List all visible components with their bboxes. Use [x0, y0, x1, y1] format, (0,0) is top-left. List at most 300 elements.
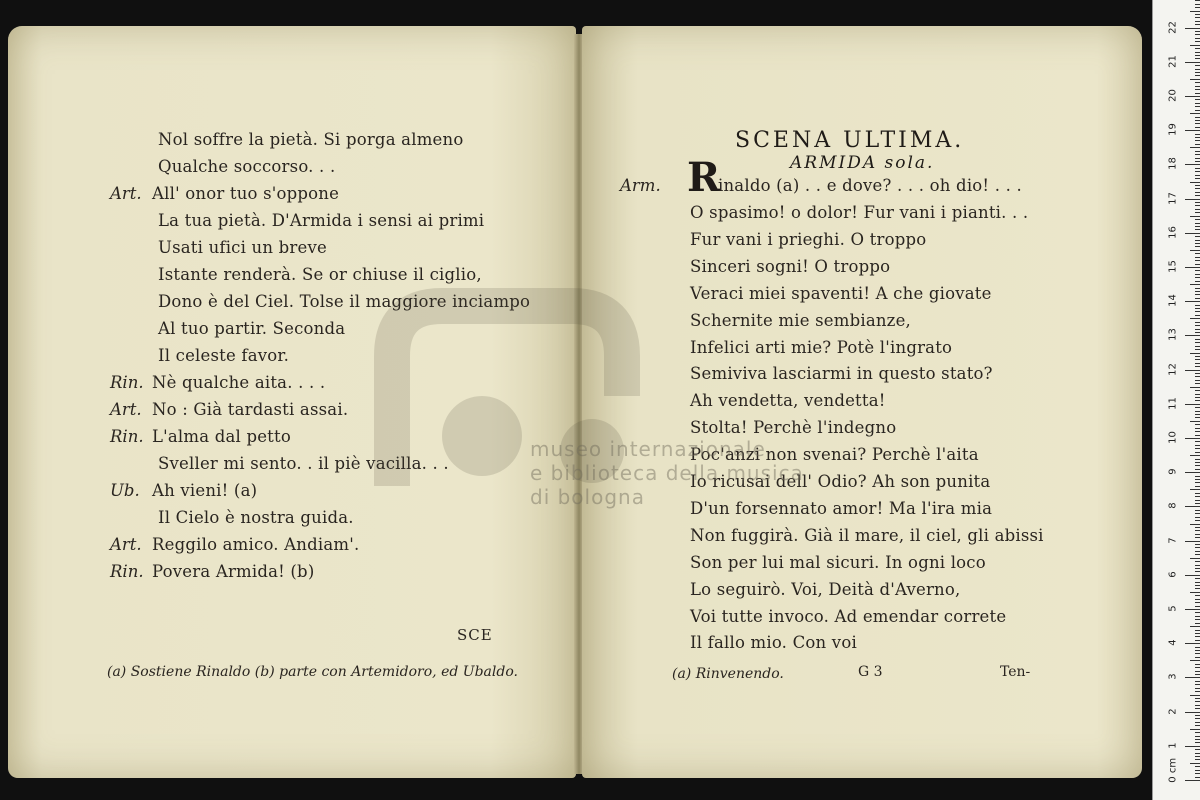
ruler-tick: [1195, 568, 1200, 569]
ruler-tick: [1195, 212, 1200, 213]
ruler-tick: [1195, 647, 1200, 648]
ruler-label: 13: [1167, 328, 1179, 342]
scene-subheading: ARMIDA sola.: [790, 153, 935, 173]
ruler-tick: [1195, 243, 1200, 244]
ruler-tick: [1195, 359, 1200, 360]
ruler-tick: [1185, 780, 1200, 781]
verse-line: Il Cielo è nostra guida.: [158, 508, 354, 527]
ruler-tick: [1195, 24, 1200, 25]
ruler-tick: [1195, 448, 1200, 449]
ruler-tick: [1195, 530, 1200, 531]
ruler-tick: [1195, 753, 1200, 754]
watermark-line-3: di bologna: [530, 485, 645, 509]
measurement-ruler: [1152, 0, 1200, 800]
verse-line: D'un forsennato amor! Ma l'ira mia: [690, 498, 993, 518]
ruler-tick: [1195, 445, 1200, 446]
ruler-tick: [1195, 65, 1200, 66]
ruler-tick: [1190, 592, 1200, 593]
ruler-tick: [1195, 766, 1200, 767]
ruler-tick: [1195, 582, 1200, 583]
ruler-tick: [1195, 616, 1200, 617]
ruler-tick: [1190, 421, 1200, 422]
verse-line: Ah vendetta, vendetta!: [690, 391, 886, 411]
ruler-tick: [1195, 684, 1200, 685]
ruler-tick: [1195, 588, 1200, 589]
ruler-tick: [1195, 544, 1200, 545]
ruler-tick: [1195, 219, 1200, 220]
ruler-tick: [1195, 69, 1200, 70]
ruler-tick: [1190, 79, 1200, 80]
verse-line: Ah vieni! (a): [152, 481, 258, 500]
ruler-tick: [1195, 110, 1200, 111]
ruler-tick: [1195, 476, 1200, 477]
ruler-tick: [1195, 185, 1200, 186]
ruler-tick: [1190, 695, 1200, 696]
ruler-tick: [1195, 117, 1200, 118]
ruler-tick: [1195, 397, 1200, 398]
speaker-label: Art.: [110, 184, 142, 203]
ruler-tick: [1195, 236, 1200, 237]
verse-line: Sinceri sogni! O troppo: [690, 256, 891, 276]
ruler-label: 10: [1167, 431, 1179, 444]
ruler-tick: [1195, 537, 1200, 538]
ruler-tick: [1195, 739, 1200, 740]
ruler-tick: [1195, 38, 1200, 39]
verse-line: Reggilo amico. Andiam'.: [152, 535, 360, 554]
verse-line: Il fallo mio. Con voi: [690, 633, 857, 653]
ruler-tick: [1185, 62, 1200, 63]
ruler-tick: [1195, 718, 1200, 719]
verse-line: La tua pietà. D'Armida i sensi ai primi: [158, 211, 485, 230]
ruler-tick: [1185, 404, 1200, 405]
ruler-tick: [1185, 541, 1200, 542]
ruler-tick: [1195, 664, 1200, 665]
ruler-tick: [1185, 233, 1200, 234]
ruler-tick: [1195, 479, 1200, 480]
ruler-tick: [1195, 534, 1200, 535]
ruler-label: 4: [1167, 639, 1179, 646]
ruler-tick: [1195, 31, 1200, 32]
right-footnote: (a) Rinvenendo.: [672, 666, 784, 682]
ruler-label: 5: [1167, 605, 1179, 612]
ruler-tick: [1195, 178, 1200, 179]
ruler-tick: [1195, 657, 1200, 658]
ruler-tick: [1185, 130, 1200, 131]
ruler-tick: [1195, 715, 1200, 716]
ruler-tick: [1195, 688, 1200, 689]
ruler-tick: [1195, 732, 1200, 733]
ruler-tick: [1185, 301, 1200, 302]
ruler-tick: [1195, 701, 1200, 702]
watermark-line-1: museo internazionale: [530, 437, 766, 461]
ruler-tick: [1195, 520, 1200, 521]
ruler-tick: [1195, 0, 1200, 1]
first-line: inaldo (a) . . e dove? . . . oh dio! . . .: [718, 176, 1022, 195]
ruler-tick: [1190, 626, 1200, 627]
ruler-tick: [1195, 459, 1200, 460]
ruler-tick: [1195, 72, 1200, 73]
verse-line: Usati ufici un breve: [158, 238, 327, 257]
left-footnote: (a) Sostiene Rinaldo (b) parte con Artemidoro, ed Ubaldo.: [107, 664, 518, 680]
ruler-label: 18: [1167, 157, 1179, 171]
ruler-tick: [1190, 182, 1200, 183]
ruler-tick: [1190, 387, 1200, 388]
ruler-tick: [1195, 400, 1200, 401]
ruler-tick: [1195, 513, 1200, 514]
ruler-tick: [1195, 691, 1200, 692]
ruler-tick: [1195, 209, 1200, 210]
ruler-tick: [1195, 137, 1200, 138]
speaker-label: Rin.: [110, 373, 144, 392]
ruler-tick: [1195, 226, 1200, 227]
ruler-label: 17: [1167, 191, 1179, 205]
ruler-tick: [1190, 763, 1200, 764]
ruler-tick: [1195, 325, 1200, 326]
ruler-unit: cm: [1167, 757, 1179, 774]
ruler-tick: [1195, 349, 1200, 350]
ruler-tick: [1195, 571, 1200, 572]
ruler-tick: [1195, 759, 1200, 760]
ruler-tick: [1195, 168, 1200, 169]
drop-cap: R: [687, 154, 721, 201]
ruler-tick: [1195, 551, 1200, 552]
watermark-line-2: e biblioteca della musica: [530, 461, 804, 485]
ruler-tick: [1190, 284, 1200, 285]
ruler-tick: [1195, 161, 1200, 162]
ruler-label: 0: [1167, 776, 1179, 783]
ruler-tick: [1195, 339, 1200, 340]
ruler-tick: [1195, 749, 1200, 750]
ruler-tick: [1190, 455, 1200, 456]
ruler-tick: [1195, 462, 1200, 463]
ruler-label: 1: [1167, 742, 1179, 749]
ruler-tick: [1195, 140, 1200, 141]
ruler-tick: [1195, 510, 1200, 511]
ruler-tick: [1195, 48, 1200, 49]
ruler-tick: [1195, 773, 1200, 774]
ruler-tick: [1195, 373, 1200, 374]
ruler-tick: [1195, 298, 1200, 299]
ruler-label: 20: [1167, 89, 1179, 102]
ruler-tick: [1190, 318, 1200, 319]
ruler-tick: [1185, 438, 1200, 439]
ruler-tick: [1195, 120, 1200, 121]
speaker-label: Art.: [110, 400, 142, 419]
ruler-tick: [1195, 561, 1200, 562]
ruler-tick: [1195, 7, 1200, 8]
ruler-tick: [1195, 127, 1200, 128]
ruler-tick: [1195, 93, 1200, 94]
ruler-tick: [1195, 356, 1200, 357]
verse-line: Qualche soccorso. . .: [158, 157, 336, 176]
ruler-tick: [1195, 595, 1200, 596]
ruler-tick: [1185, 746, 1200, 747]
verse-line: Veraci miei spaventi! A che giovate: [690, 283, 992, 303]
ruler-tick: [1195, 606, 1200, 607]
ruler-tick: [1195, 630, 1200, 631]
ruler-tick: [1195, 305, 1200, 306]
ruler-tick: [1195, 151, 1200, 152]
ruler-tick: [1195, 667, 1200, 668]
ruler-tick: [1195, 599, 1200, 600]
ruler-tick: [1195, 363, 1200, 364]
ruler-tick: [1190, 216, 1200, 217]
ruler-tick: [1195, 383, 1200, 384]
ruler-tick: [1195, 106, 1200, 107]
ruler-tick: [1195, 257, 1200, 258]
ruler-tick: [1195, 34, 1200, 35]
ruler-tick: [1195, 619, 1200, 620]
ruler-label: 22: [1167, 20, 1179, 34]
ruler-tick: [1195, 366, 1200, 367]
ruler-tick: [1195, 585, 1200, 586]
scene-heading: SCENA ULTIMA.: [735, 128, 965, 153]
ruler-tick: [1185, 643, 1200, 644]
ruler-tick: [1195, 4, 1200, 5]
ruler-tick: [1195, 671, 1200, 672]
ruler-label: 12: [1167, 362, 1179, 376]
ruler-tick: [1195, 154, 1200, 155]
ruler-tick: [1195, 89, 1200, 90]
ruler-tick: [1195, 708, 1200, 709]
ruler-tick: [1190, 250, 1200, 251]
ruler-tick: [1195, 424, 1200, 425]
ruler-tick: [1195, 175, 1200, 176]
ruler-tick: [1195, 17, 1200, 18]
ruler-tick: [1195, 329, 1200, 330]
ruler-tick: [1195, 332, 1200, 333]
ruler-tick: [1190, 558, 1200, 559]
ruler-tick: [1190, 489, 1200, 490]
ruler-tick: [1195, 547, 1200, 548]
ruler-tick: [1190, 524, 1200, 525]
ruler-label: 16: [1167, 225, 1179, 239]
ruler-tick: [1195, 612, 1200, 613]
ruler-tick: [1195, 486, 1200, 487]
ruler-tick: [1195, 14, 1200, 15]
ruler-tick: [1185, 472, 1200, 473]
left-catchword: SCE: [457, 626, 493, 644]
ruler-tick: [1190, 353, 1200, 354]
ruler-tick: [1195, 698, 1200, 699]
ruler-tick: [1195, 496, 1200, 497]
ruler-tick: [1190, 11, 1200, 12]
speaker-label: Ub.: [110, 481, 140, 500]
ruler-label: 3: [1167, 673, 1179, 681]
ruler-tick: [1195, 394, 1200, 395]
ruler-tick: [1195, 52, 1200, 53]
speaker-label: Rin.: [110, 562, 144, 581]
ruler-tick: [1185, 96, 1200, 97]
ruler-tick: [1195, 441, 1200, 442]
ruler-tick: [1185, 677, 1200, 678]
ruler-tick: [1195, 311, 1200, 312]
ruler-tick: [1195, 493, 1200, 494]
ruler-tick: [1195, 725, 1200, 726]
ruler-tick: [1195, 158, 1200, 159]
ruler-tick: [1195, 346, 1200, 347]
verse-line: Voi tutte invoco. Ad emendar correte: [690, 606, 1007, 626]
ruler-label: 8: [1167, 502, 1179, 510]
ruler-tick: [1195, 123, 1200, 124]
verse-line: Sveller mi sento. . il piè vacilla. . .: [158, 454, 449, 473]
ruler-tick: [1195, 770, 1200, 771]
ruler-tick: [1195, 517, 1200, 518]
ruler-tick: [1195, 674, 1200, 675]
ruler-tick: [1195, 274, 1200, 275]
ruler-tick: [1195, 253, 1200, 254]
ruler-tick: [1195, 527, 1200, 528]
ruler-tick: [1185, 370, 1200, 371]
page-signature: G 3: [858, 664, 883, 680]
ruler-tick: [1195, 322, 1200, 323]
ruler-tick: [1195, 55, 1200, 56]
ruler-label: 6: [1167, 571, 1179, 578]
ruler-tick: [1195, 342, 1200, 343]
ruler-tick: [1195, 294, 1200, 295]
ruler-tick: [1185, 164, 1200, 165]
ruler-tick: [1195, 756, 1200, 757]
verse-line: Poc'anzi non svenai? Perchè l'aita: [690, 445, 979, 465]
verse-line: Dono è del Ciel. Tolse il maggiore inciampo: [158, 292, 531, 311]
verse-line: Il celeste favor.: [158, 346, 290, 365]
ruler-tick: [1195, 229, 1200, 230]
speaker-label: Rin.: [110, 427, 144, 446]
ruler-tick: [1195, 134, 1200, 135]
ruler-tick: [1195, 503, 1200, 504]
ruler-tick: [1195, 188, 1200, 189]
ruler-tick: [1195, 41, 1200, 42]
verse-line: O spasimo! o dolor! Fur vani i pianti. . .: [690, 203, 1029, 222]
ruler-label: 9: [1167, 468, 1179, 475]
ruler-tick: [1195, 192, 1200, 193]
ruler-tick: [1195, 640, 1200, 641]
ruler-tick: [1185, 712, 1200, 713]
verse-line: Nol soffre la pietà. Si porga almeno: [158, 130, 464, 149]
verse-line: All' onor tuo s'oppone: [152, 184, 340, 203]
ruler-tick: [1195, 144, 1200, 145]
ruler-tick: [1195, 58, 1200, 59]
ruler-tick: [1185, 335, 1200, 336]
ruler-tick: [1195, 82, 1200, 83]
ruler-tick: [1185, 28, 1200, 29]
verse-line: Al tuo partir. Seconda: [158, 319, 346, 338]
ruler-tick: [1195, 681, 1200, 682]
ruler-tick: [1195, 315, 1200, 316]
ruler-tick: [1195, 390, 1200, 391]
ruler-tick: [1195, 653, 1200, 654]
ruler-tick: [1185, 575, 1200, 576]
ruler-tick: [1195, 195, 1200, 196]
ruler-tick: [1195, 777, 1200, 778]
ruler-tick: [1195, 650, 1200, 651]
ruler-tick: [1195, 411, 1200, 412]
ruler-tick: [1195, 482, 1200, 483]
ruler-tick: [1195, 288, 1200, 289]
ruler-tick: [1195, 705, 1200, 706]
verse-line: No : Già tardasti assai.: [152, 400, 349, 419]
ruler-tick: [1195, 308, 1200, 309]
ruler-tick: [1195, 428, 1200, 429]
ruler-tick: [1195, 103, 1200, 104]
ruler-tick: [1195, 452, 1200, 453]
verse-line: Nè qualche aita. . . .: [152, 373, 326, 392]
verse-line: Stolta! Perchè l'indegno: [690, 418, 897, 438]
ruler-tick: [1195, 205, 1200, 206]
ruler-tick: [1195, 277, 1200, 278]
ruler-label: 2: [1167, 707, 1179, 715]
ruler-tick: [1195, 291, 1200, 292]
verse-line: Lo seguirò. Voi, Deità d'Averno,: [690, 579, 961, 599]
ruler-tick: [1190, 147, 1200, 148]
verse-line: Non fuggirà. Già il mare, il ciel, gli abissi: [690, 525, 1044, 545]
verse-line: Infelici arti mie? Potè l'ingrato: [690, 337, 953, 357]
verse-line: Povera Armida! (b): [152, 562, 315, 581]
ruler-tick: [1195, 602, 1200, 603]
ruler-tick: [1195, 636, 1200, 637]
ruler-label: 11: [1167, 396, 1179, 410]
ruler-tick: [1195, 554, 1200, 555]
ruler-tick: [1185, 506, 1200, 507]
ruler-tick: [1195, 414, 1200, 415]
ruler-tick: [1195, 270, 1200, 271]
ruler-tick: [1195, 223, 1200, 224]
ruler-label: 21: [1167, 54, 1179, 68]
ruler-tick: [1195, 565, 1200, 566]
ruler-tick: [1195, 469, 1200, 470]
ruler-tick: [1195, 722, 1200, 723]
ruler-tick: [1195, 623, 1200, 624]
ruler-tick: [1190, 729, 1200, 730]
first-speaker: Arm.: [620, 176, 661, 195]
ruler-tick: [1195, 500, 1200, 501]
ruler-tick: [1195, 86, 1200, 87]
ruler-tick: [1195, 742, 1200, 743]
ruler-tick: [1195, 417, 1200, 418]
ruler-tick: [1195, 465, 1200, 466]
ruler-tick: [1195, 75, 1200, 76]
ruler-tick: [1185, 199, 1200, 200]
ruler-tick: [1195, 281, 1200, 282]
right-catchword: Ten-: [1000, 664, 1031, 680]
ruler-tick: [1195, 99, 1200, 100]
ruler-tick: [1195, 264, 1200, 265]
ruler-tick: [1195, 736, 1200, 737]
ruler-tick: [1195, 21, 1200, 22]
ruler-tick: [1195, 431, 1200, 432]
ruler-tick: [1195, 578, 1200, 579]
ruler-tick: [1195, 202, 1200, 203]
ruler-tick: [1195, 633, 1200, 634]
ruler-label: 19: [1167, 123, 1179, 137]
ruler-label: 14: [1167, 294, 1179, 308]
verse-line: L'alma dal petto: [152, 427, 291, 446]
verse-line: Semiviva lasciarmi in questo stato?: [690, 364, 993, 384]
ruler-tick: [1195, 380, 1200, 381]
ruler-tick: [1190, 113, 1200, 114]
verse-line: Son per lui mal sicuri. In ogni loco: [690, 552, 986, 572]
ruler-tick: [1190, 45, 1200, 46]
ruler-tick: [1185, 609, 1200, 610]
ruler-label: 15: [1167, 260, 1179, 273]
verse-line: Istante renderà. Se or chiuse il ciglio,: [158, 265, 482, 284]
ruler-tick: [1185, 267, 1200, 268]
ruler-tick: [1195, 435, 1200, 436]
verse-line: Io ricusai dell' Odio? Ah son punita: [690, 472, 991, 491]
ruler-label: 7: [1167, 536, 1179, 544]
ruler-tick: [1195, 376, 1200, 377]
ruler-tick: [1195, 246, 1200, 247]
